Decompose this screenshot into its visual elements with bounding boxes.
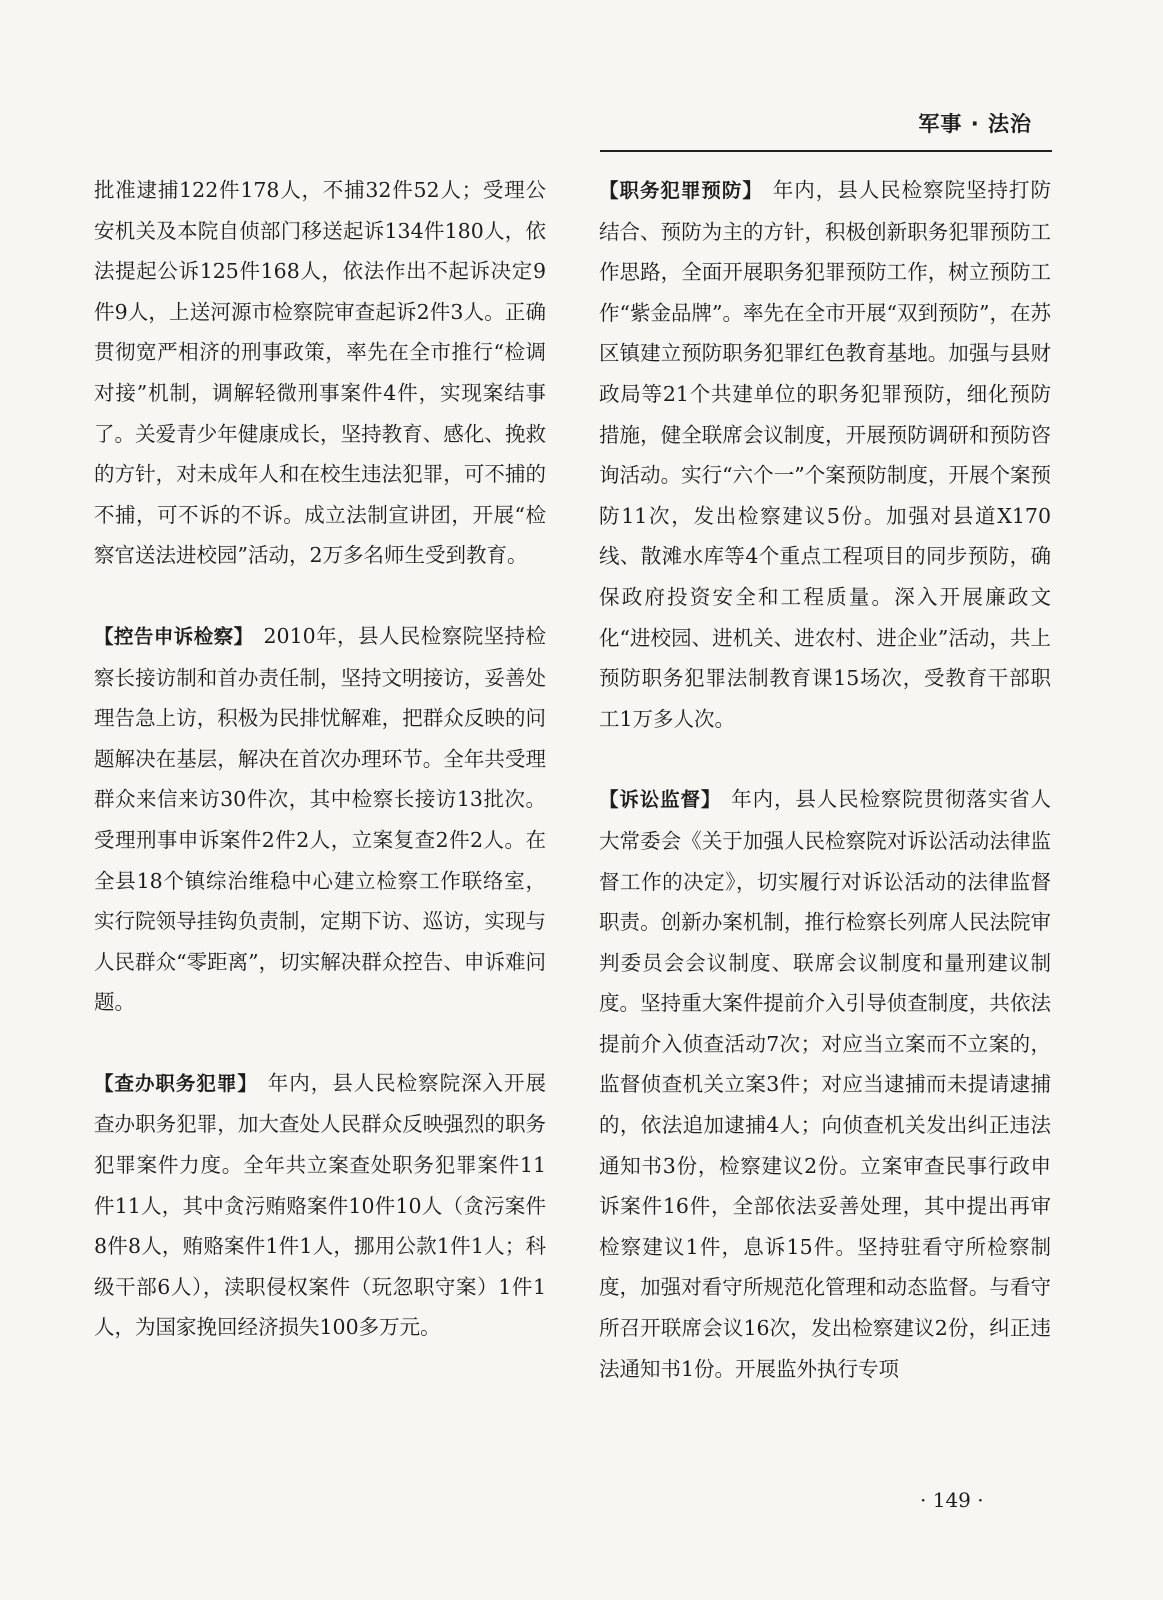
heading-litigation-supervision: 【诉讼监督】 <box>599 788 722 812</box>
paragraph-duty-crime-prevention <box>599 170 1051 739</box>
body-complaint-appeal: 2010年，县人民检察院坚持检察长接访制和首办责任制，坚持文明接访，妥善处理告急上访，积极为民排忧解难，把群众反映的问题解决在基层，解决在首次办理环节。全年共受理群众来信来访30件次，其中检察长接访13批次。受理刑事申诉案件2件2人，立案复查2件2人。在全县18个镇综治维稳中心建立检察工作联络室，实行院领导挂钩负责制，定期下访、巡访，实现与人民群众“零距离”，切实解决群众控告、申诉难问题。 <box>94 623 546 1015</box>
page-number: · 149 · <box>920 1488 984 1512</box>
paragraph-litigation-supervision <box>599 779 1051 1389</box>
paragraph-duty-crime-investigation <box>94 1063 546 1348</box>
body-duty-crime-prevention: 年内，县人民检察院坚持打防结合、预防为主的方针，积极创新职务犯罪预防工作思路，全面开展职务犯罪预防工作，树立预防工作“紫金品牌”。率先在全市开展“双到预防”，在苏区镇建立预防职务犯罪红色教育基地。加强与县财政局等21个共建单位的职务犯罪预防，细化预防措施，健全联席会议制度，开展预防调研和预防咨询活动。实行“六个一”个案预防制度，开展个案预防11次，发出检察建议5份。加强对县道X170线、散滩水库等4个重点工程项目的同步预防，确保政府投资安全和工程质量。深入开展廉政文化“进校园、进机关、进农村、进企业”活动，共上预防职务犯罪法制教育课15场次，受教育干部职工1万多人次。 <box>599 178 1051 731</box>
body-litigation-supervision: 年内，县人民检察院贯彻落实省人大常委会《关于加强人民检察院对诉讼活动法律监督工作的决定》，切实履行对诉讼活动的法律监督职责。创新办案机制，推行检察长列席人民法院审判委员会会议制度、联席会议制度和量刑建议制度。坚持重大案件提前介入引导侦查制度，共依法提前介入侦查活动7次；对应当立案而不立案的，监督侦查机关立案3件；对应当逮捕而未提请逮捕的，依法追加逮捕4人；向侦查机关发出纠正违法通知书3份，检察建议2份。立案审查民事行政申诉案件16件，全部依法妥善处理，其中提出再审检察建议1件，息诉15件。坚持驻看守所检察制度，加强对看守所规范化管理和动态监督。与看守所召开联席会议16次，发出检察建议2份，纠正违法通知书1份。开展监外执行专项 <box>599 787 1051 1381</box>
paragraph-complaint-appeal <box>94 616 546 1023</box>
heading-complaint-appeal: 【控告申诉检察】 <box>94 624 254 648</box>
heading-duty-crime-investigation: 【查办职务犯罪】 <box>94 1071 258 1095</box>
paragraph-arrest-prosecution: 批准逮捕122件178人，不捕32件52人；受理公安机关及本院自侦部门移送起诉134件180人，依法提起公诉125件168人，依法作出不起诉决定9件9人，上送河源市检察院审查起诉2件3人。正确贯彻宽严相济的刑事政策，率先在全市推行“检调对接”机制，调解轻微刑事案件4件，实现案结事了。关爱青少年健康成长，坚持教育、感化、挽救的方针，对未成年人和在校生违法犯罪，可不捕的不捕，可不诉的不诉。成立法制宣讲团，开展“检察官送法进校园”活动，2万多名师生受到教育。 <box>94 178 546 568</box>
body-duty-crime-investigation: 年内，县人民检察院深入开展查办职务犯罪，加大查处人民群众反映强烈的职务犯罪案件力度。全年共立案查处职务犯罪案件11件11人，其中贪污贿赂案件10件10人（贪污案件8件8人，贿赂案件1件1人，挪用公款1件1人；科级干部6人），渎职侵权案件（玩忽职守案）1件1人，为国家挽回经济损失100多万元。 <box>94 1070 546 1340</box>
right-column <box>599 170 1051 1389</box>
left-column <box>94 170 546 1348</box>
heading-duty-crime-prevention: 【职务犯罪预防】 <box>599 179 763 202</box>
running-header <box>600 104 1052 152</box>
section-title: 军事 · 法治 <box>918 112 1032 136</box>
